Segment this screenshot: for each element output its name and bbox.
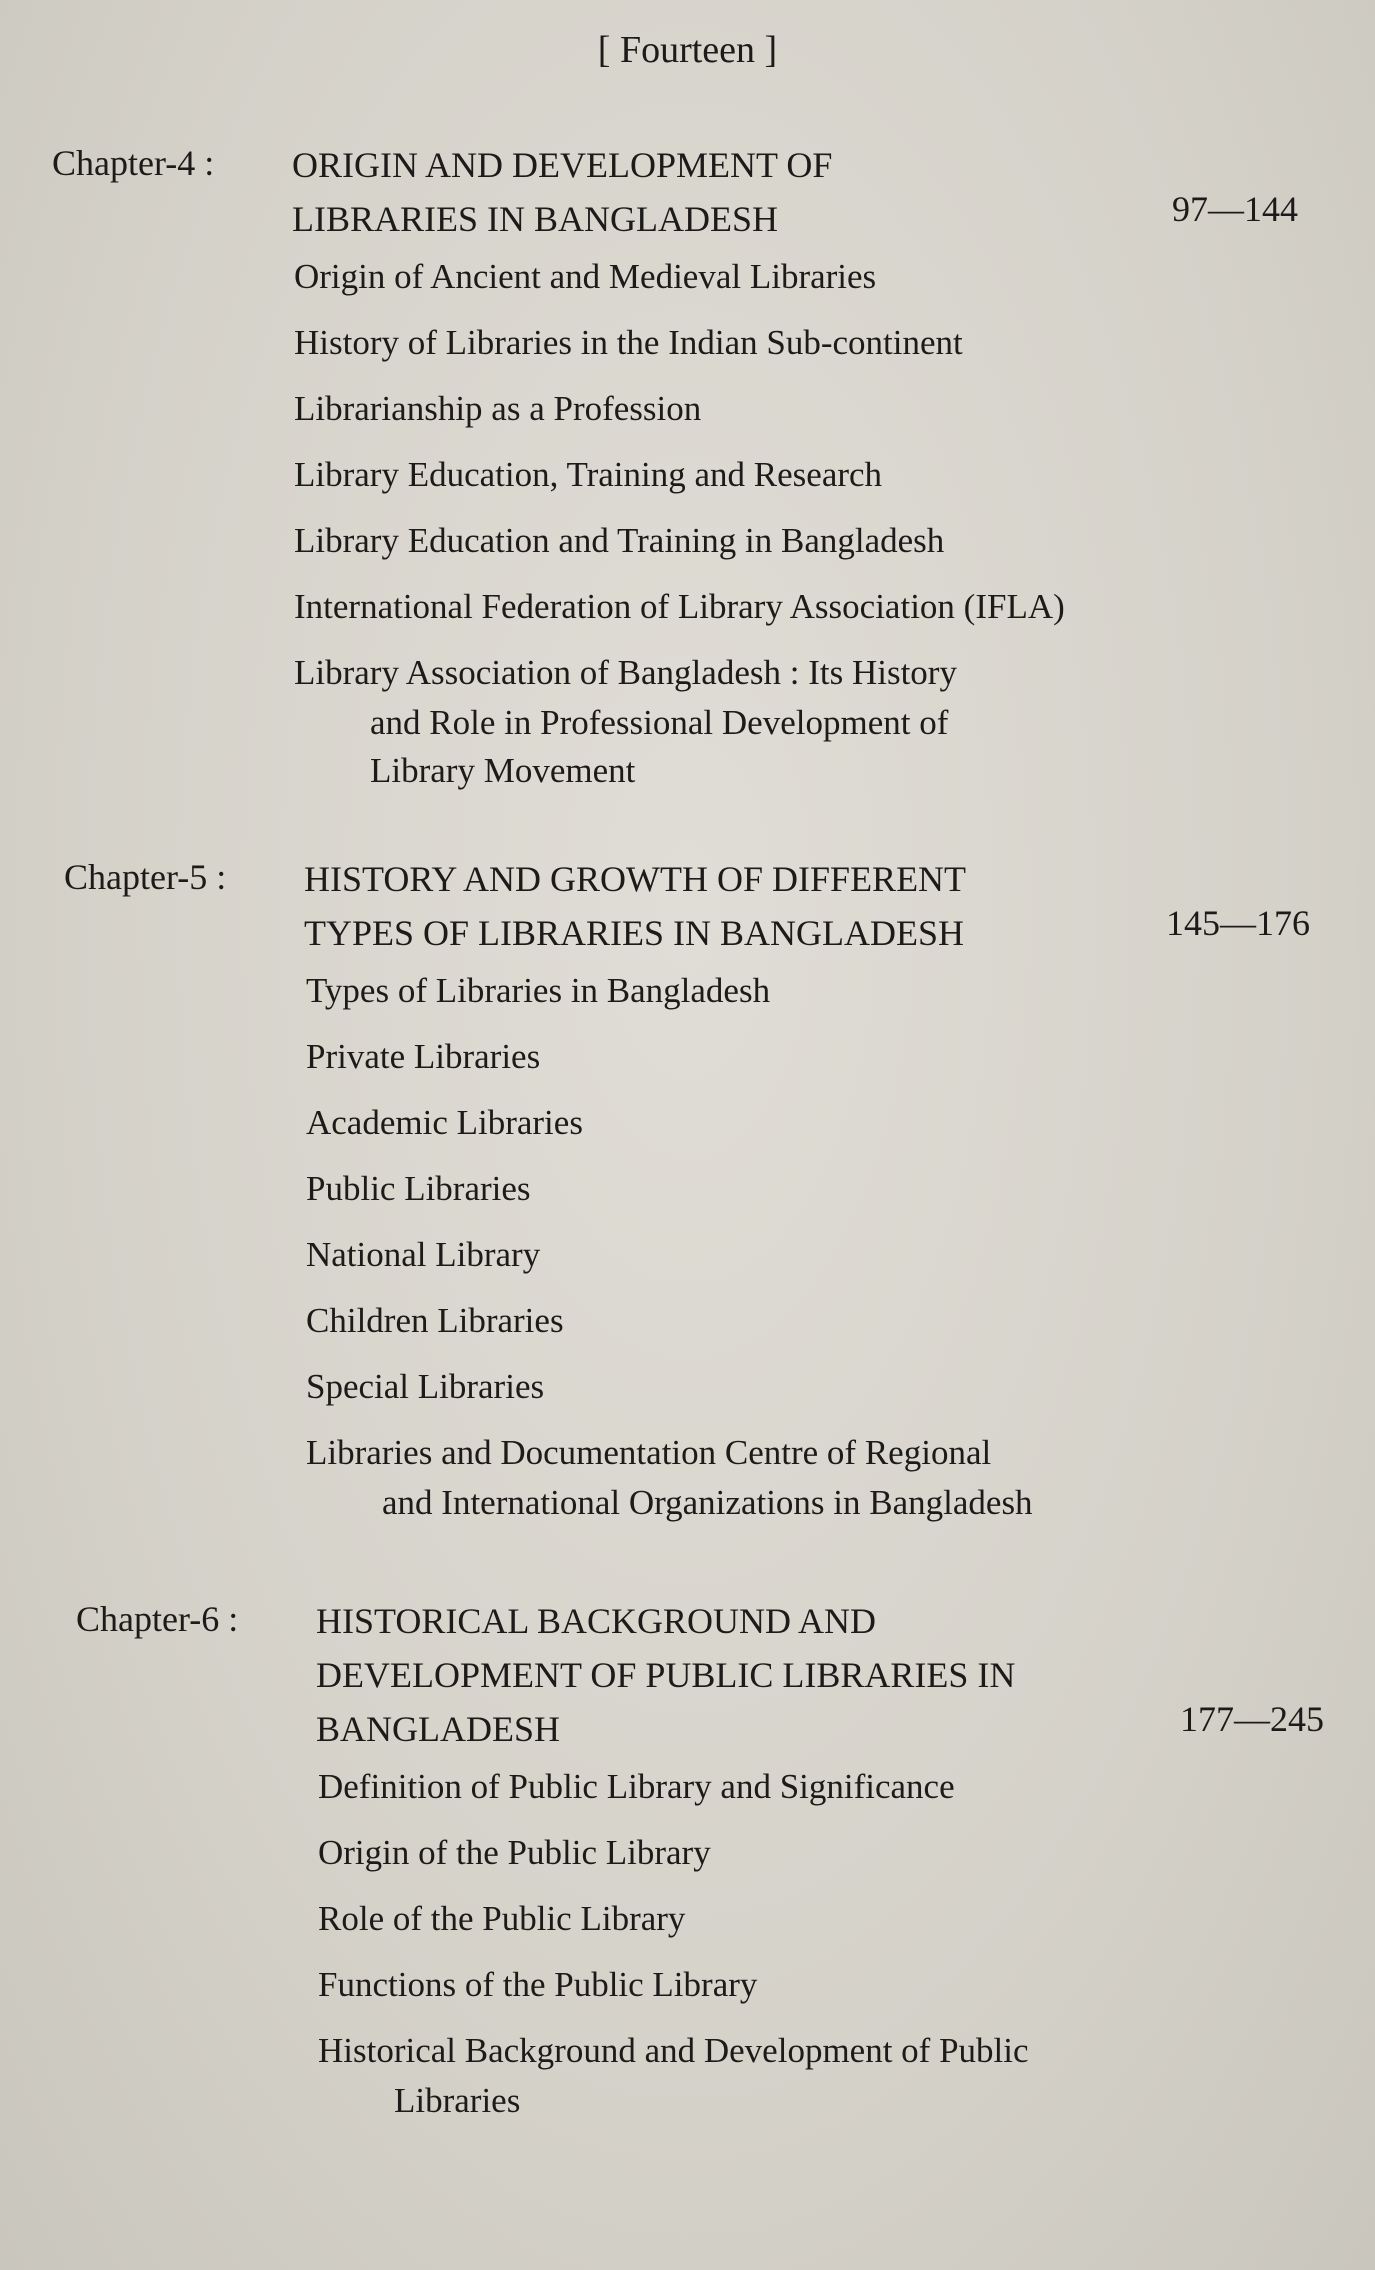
entry-text: Library Association of Bangladesh : Its History <box>294 653 957 692</box>
toc-entry <box>306 1298 1033 1343</box>
section-list <box>294 254 1065 815</box>
toc-entry <box>318 1896 1029 1941</box>
entry-text: Library Education and Training in Bangladesh <box>294 521 945 560</box>
toc-entry <box>306 1232 1033 1277</box>
entry-text: Private Libraries <box>306 1037 541 1076</box>
entry-text: Definition of Public Library and Significance <box>318 1767 955 1806</box>
entry-text-continued: and International Organizations in Bangladesh <box>382 1483 1033 1522</box>
entry-text: History of Libraries in the Indian Sub-continent <box>294 323 963 362</box>
entry-text: Role of the Public Library <box>318 1899 686 1938</box>
chapter-title <box>292 138 832 246</box>
toc-entry <box>294 386 1065 431</box>
toc-entry <box>318 1962 1029 2007</box>
entry-text: National Library <box>306 1235 541 1274</box>
chapter-title-line: LIBRARIES IN BANGLADESH <box>292 199 778 239</box>
entry-text: Children Libraries <box>306 1301 564 1340</box>
entry-text: International Federation of Library Association (IFLA) <box>294 587 1065 626</box>
toc-entry <box>294 452 1065 497</box>
chapter-page-range: 145—176 <box>1166 903 1310 943</box>
toc-entry <box>294 650 1065 794</box>
chapter-title-line: TYPES OF LIBRARIES IN BANGLADESH <box>304 913 965 953</box>
toc-entry <box>294 518 1065 563</box>
toc-entry <box>306 968 1033 1013</box>
toc-entry <box>318 1830 1029 1875</box>
entry-text-continued: Library Movement <box>370 751 636 790</box>
entry-text: Academic Libraries <box>306 1103 583 1142</box>
toc-entry <box>318 2028 1029 2124</box>
toc-entry <box>294 320 1065 365</box>
entry-text: Origin of Ancient and Medieval Libraries <box>294 257 877 296</box>
chapter-label: Chapter-5 : <box>64 857 227 897</box>
chapter-title-line: DEVELOPMENT OF PUBLIC LIBRARIES IN <box>316 1655 1016 1695</box>
chapter-title-line: ORIGIN AND DEVELOPMENT OF <box>292 145 833 185</box>
section-list <box>306 968 1033 1547</box>
toc-entry <box>306 1100 1033 1145</box>
toc-entry <box>294 254 1065 299</box>
entry-text: Public Libraries <box>306 1169 531 1208</box>
toc-entry <box>294 584 1065 629</box>
entry-text-continued: Libraries <box>394 2081 521 2120</box>
toc-entry <box>306 1430 1033 1526</box>
toc-entry <box>318 1764 1029 1809</box>
chapter-title <box>304 852 966 960</box>
chapter-page-range: 177—245 <box>1180 1699 1324 1739</box>
chapter-label: Chapter-4 : <box>52 143 215 183</box>
page-number: [ Fourteen ] <box>597 29 778 71</box>
entry-text: Historical Background and Development of Public <box>318 2031 1029 2070</box>
entry-text: Librarianship as a Profession <box>294 389 702 428</box>
entry-text: Origin of the Public Library <box>318 1833 711 1872</box>
chapter-label: Chapter-6 : <box>76 1599 239 1639</box>
entry-text: Library Education, Training and Research <box>294 455 883 494</box>
entry-text-continued: and Role in Professional Development of <box>370 703 949 742</box>
chapter-title-line: BANGLADESH <box>316 1709 561 1749</box>
entry-text: Libraries and Documentation Centre of Regional <box>306 1433 992 1472</box>
chapter-title-line: HISTORICAL BACKGROUND AND <box>316 1601 877 1641</box>
entry-text: Types of Libraries in Bangladesh <box>306 971 771 1010</box>
entry-text: Special Libraries <box>306 1367 545 1406</box>
toc-entry <box>306 1034 1033 1079</box>
entry-text: Functions of the Public Library <box>318 1965 758 2004</box>
chapter-title-line: HISTORY AND GROWTH OF DIFFERENT <box>304 859 967 899</box>
toc-entry <box>306 1364 1033 1409</box>
section-list <box>318 1764 1029 2145</box>
chapter-page-range: 97—144 <box>1172 189 1298 229</box>
toc-entry <box>306 1166 1033 1211</box>
chapter-title <box>316 1594 1015 1756</box>
